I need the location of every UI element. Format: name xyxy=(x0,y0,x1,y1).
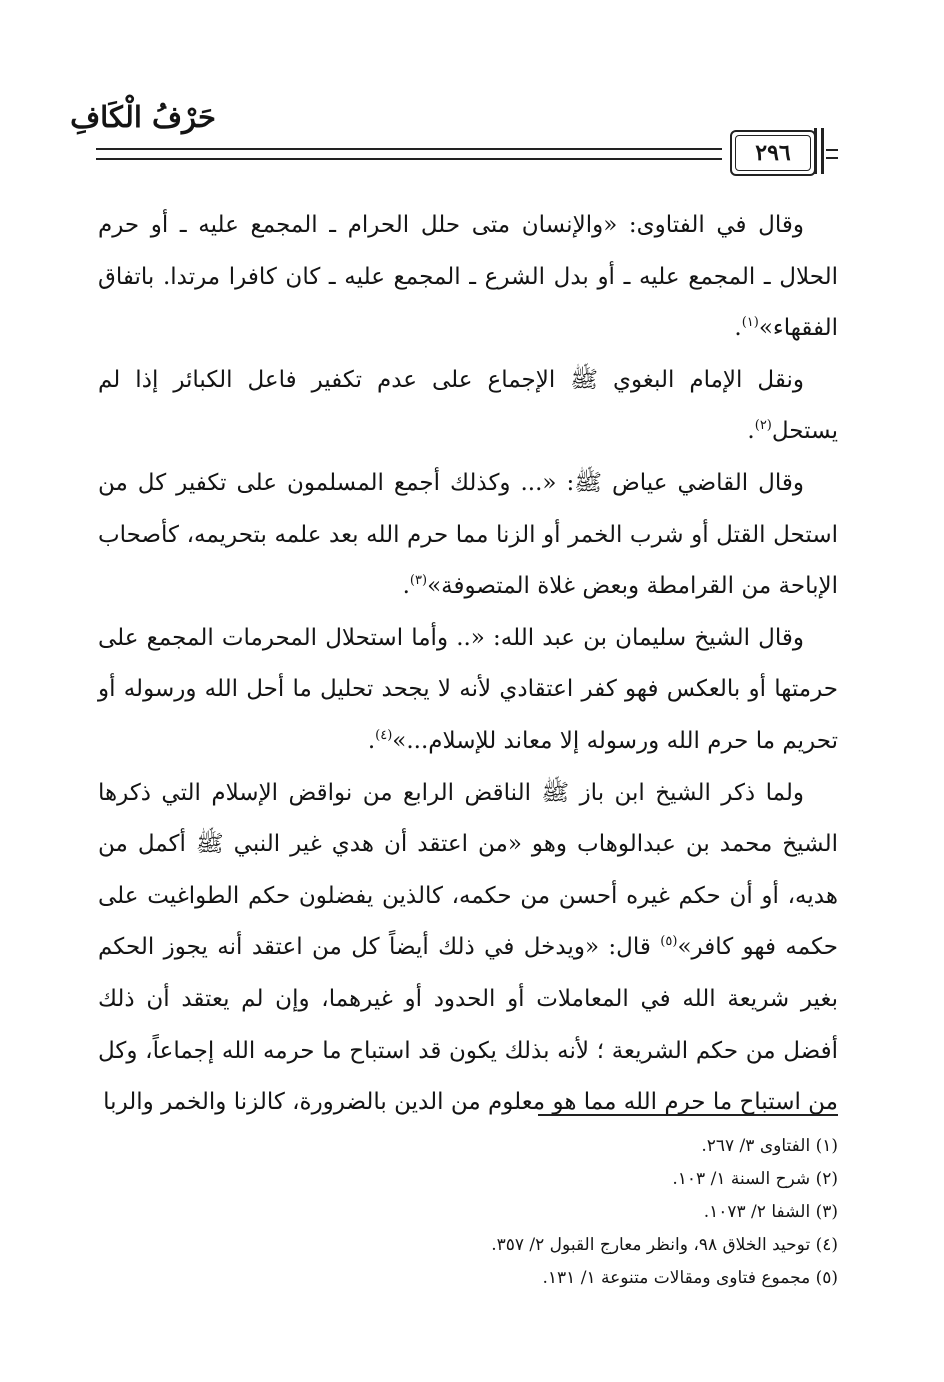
page-number: ٢٩٦ xyxy=(735,135,811,171)
body-text xyxy=(98,200,838,1129)
footnote: (٣) الشفا ٢/ ١٠٧٣. xyxy=(703,1202,838,1222)
footnote: (٥) مجموع فتاوى ومقالات متنوعة ١/ ١٣١. xyxy=(542,1268,838,1288)
header-rule xyxy=(96,158,722,160)
paragraph: ولما ذكر الشيخ ابن باز ﷺ الناقض الرابع من نواقض الإسلام التي ذكرها الشيخ محمد بن عبدالوهاب وهو «من اعتقد أن هدي غير النبي ﷺ أكمل من هديه، أو أن حكم غيره أحسن من حكمه، كالذين يفضلون حكم الطواغيت على حكمه فهو كافر»$^{(٥)}$ قال: «ويدخل في ذلك أيضاً كل من اعتقد أنه يجوز الحكم بغير شريعة الله في المعاملات أو الحدود أو غيرهما، وإن لم يعتقد أن ذلك أفضل من حكم الشريعة ؛ لأنه بذلك يكون قد استباح ما حرمه الله إجماعاً، وكل من استباح ما حرم الله مما هو معلوم من الدين بالضرورة، كالزنا والخمر والربا xyxy=(98,779,838,1116)
page-number-box xyxy=(730,130,816,176)
header-rule-tail xyxy=(826,149,838,151)
footnote-ref: (٥) xyxy=(660,934,678,950)
header-ornament-bar xyxy=(814,128,817,174)
chapter-title: حَرْفُ الْكَافِ xyxy=(70,100,216,134)
footnote-ref: (١) xyxy=(741,315,759,331)
paragraph: ونقل الإمام البغوي ﷺ الإجماع على عدم تكفير فاعل الكبائر إذا لم يستحل$^{(٢)}$. xyxy=(98,366,838,445)
footnote: (٢) شرح السنة ١/ ١٠٣. xyxy=(672,1169,838,1189)
paragraph: وقال الشيخ سليمان بن عبد الله: «.. وأما استحلال المحرمات المجمع على حرمتها أو بالعكس فهو كفر اعتقادي لأنه لا يجحد تحليل ما أحل الله ورسوله أو تحريم ما حرم الله ورسوله إلا معاند للإسلام...»$^{(٤)}$. xyxy=(98,624,838,754)
footnotes xyxy=(138,1130,838,1295)
footnote: (٤) توحيد الخلاق ٩٨، وانظر معارج القبول ٢/ ٣٥٧. xyxy=(491,1235,838,1255)
footnote-ref: (٢) xyxy=(754,418,772,434)
footnote-ref: (٤) xyxy=(375,727,393,743)
header-ornament-bar xyxy=(821,128,824,174)
footnote-separator xyxy=(538,1114,838,1116)
footnote: (١) الفتاوى ٣/ ٢٦٧. xyxy=(701,1136,838,1156)
footnote-ref: (٣) xyxy=(409,573,428,589)
paragraph: وقال القاضي عياض ﷺ: «... وكذلك أجمع المسلمون على تكفير كل من استحل القتل أو شرب الخمر أو الزنا مما حرم الله بعد علمه بتحريمه، كأصحاب الإباحة من القرامطة وبعض غلاة المتصوفة»$^{(٣)}$. xyxy=(98,469,838,600)
paragraph: وقال في الفتاوى: «والإنسان متى حلل الحرام ـ المجمع عليه ـ أو حرم الحلال ـ المجمع عليه ـ أو بدل الشرع ـ المجمع عليه ـ كان كافرا مرتدا. باتفاق الفقهاء»$^{(١)}$. xyxy=(98,212,838,342)
header-rule-tail xyxy=(826,157,838,159)
header-rule xyxy=(96,148,722,150)
